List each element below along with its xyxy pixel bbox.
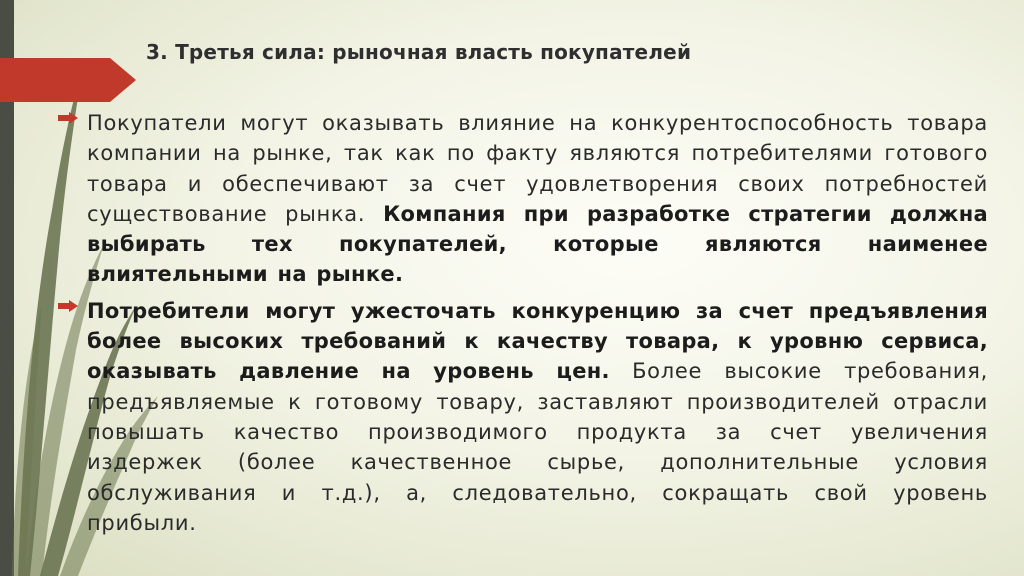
bullet-text bbox=[87, 296, 988, 538]
slide-title: 3. Третья сила: рыночная власть покупателей bbox=[146, 40, 692, 64]
bullet-item bbox=[58, 108, 988, 290]
bullet-text-normal: Более высокие требования, предъявляемые к готовому товару, заставляют производителей отрасли повышать качество производимого продукта за счет увеличения издержек (более качественное сырье, дополнительные условия обслуживания и т.д.), а, следовательно, сокращать свой уровень прибыли. bbox=[87, 359, 988, 535]
bullet-text-bold: Потребители могут ужесточать конкуренцию за счет предъявления более высоких требований к качеству товара, к уровню сервиса, оказывать давление на уровень цен. bbox=[87, 298, 988, 384]
bullet-item bbox=[58, 296, 988, 538]
slide-content bbox=[58, 108, 988, 544]
bullet-text-normal: Покупатели могут оказывать влияние на конкурентоспособность товара компании на рынке, так как по факту являются потребителями готового товара и обеспечивают за счет удовлетворения своих потребностей существование рынка. bbox=[87, 111, 988, 226]
arrow-bullet-icon bbox=[58, 300, 78, 312]
bullet-text bbox=[87, 108, 988, 290]
arrow-bullet-icon bbox=[58, 112, 78, 124]
title-accent-ribbon bbox=[0, 58, 136, 102]
bullet-text-bold: Компания при разработке стратегии должна выбирать тех покупателей, которые являются наименее влиятельными на рынке. bbox=[87, 201, 988, 287]
